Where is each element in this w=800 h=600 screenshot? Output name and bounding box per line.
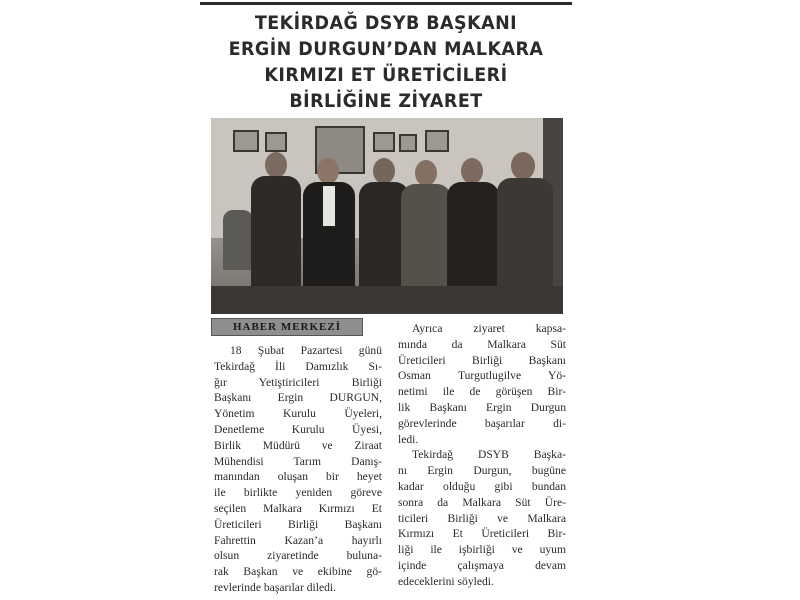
group-photo [211, 118, 563, 314]
text-line: Denetleme Kurulu Üyesi, [214, 422, 382, 436]
text-line: seçilen Malkara Kırmızı Et [214, 501, 382, 515]
text-line: ledi. [398, 432, 419, 446]
headline [200, 10, 572, 114]
picture-frame [233, 130, 259, 152]
text-line: Başkanı Ergin DURGUN, [214, 391, 382, 405]
picture-frame [265, 132, 287, 152]
text-line: 18 Şubat Pazartesi günü [230, 344, 382, 357]
text-line: ile birlikte yeniden göreve [214, 486, 382, 500]
text-line: Üreticileri Birliği Başkanı [398, 353, 566, 367]
top-rule [200, 2, 572, 5]
text-line: lik Başkanı Ergin Durgun [398, 400, 566, 414]
text-line: içinde çalışmaya devam [398, 558, 566, 572]
picture-frame [399, 134, 417, 152]
text-line: rak Başkan ve ekibine gö- [214, 565, 382, 579]
headline-line: KIRMIZI ET ÜRETİCİLERİ [264, 64, 508, 86]
text-line: Kırmızı Et Üreticileri Bir- [398, 527, 566, 541]
headline-line: ERGİN DURGUN’DAN MALKARA [228, 38, 544, 60]
text-line: Osman Turgutlugilve Yö- [398, 369, 566, 383]
text-line: kadar olduğu gibi bundan [398, 479, 566, 493]
text-line: Tekirdağ İli Damızlık Sı- [214, 359, 382, 373]
text-line: Yönetim Kurulu Üyeleri, [214, 407, 382, 421]
text-line: nı Ergin Durgun, bugüne [398, 464, 566, 478]
text-line: ğır Yetiştiricileri Birliği [214, 375, 382, 389]
picture-frame [425, 130, 449, 152]
desk [211, 286, 563, 314]
text-line: revlerinde başarılar diledi. [214, 580, 337, 594]
headline-line: BİRLİĞİNE ZİYARET [289, 90, 483, 112]
byline: HABER MERKEZİ [232, 321, 342, 333]
text-line: ticileri Birliği ve Malkara [398, 511, 566, 525]
text-line: liği ile işbirliği ve uyum [398, 543, 566, 557]
text-line: görevlerinde başarılar di- [398, 416, 566, 430]
text-line: Mühendisi Tarım Danış- [214, 454, 382, 468]
text-line: Ayrıca ziyaret kapsa- [412, 322, 566, 335]
byline-box [211, 318, 363, 336]
text-line: Birlik Müdürü ve Ziraat [214, 438, 382, 452]
text-line: netimi ile de görüşen Bir- [398, 385, 566, 399]
text-line: olsun ziyaretinde buluna- [214, 549, 382, 563]
text-line: Fahrettin Kazan’a hayırlı [214, 533, 382, 547]
headline-line: TEKİRDAĞ DSYB BAŞKANI [254, 12, 518, 34]
text-line: sonra da Malkara Süt Üre- [398, 495, 566, 509]
plant [223, 210, 253, 270]
text-line: Üreticileri Birliği Başkanı [214, 517, 382, 531]
text-line: Tekirdağ DSYB Başka- [412, 448, 566, 462]
article-column-1 [214, 343, 382, 596]
text-line: manından oluşan bir heyet [214, 470, 382, 484]
text-line: edeceklerini söyledi. [398, 574, 494, 588]
article-column-2 [398, 321, 566, 590]
picture-frame [373, 132, 395, 152]
text-line: mında da Malkara Süt [398, 337, 566, 351]
